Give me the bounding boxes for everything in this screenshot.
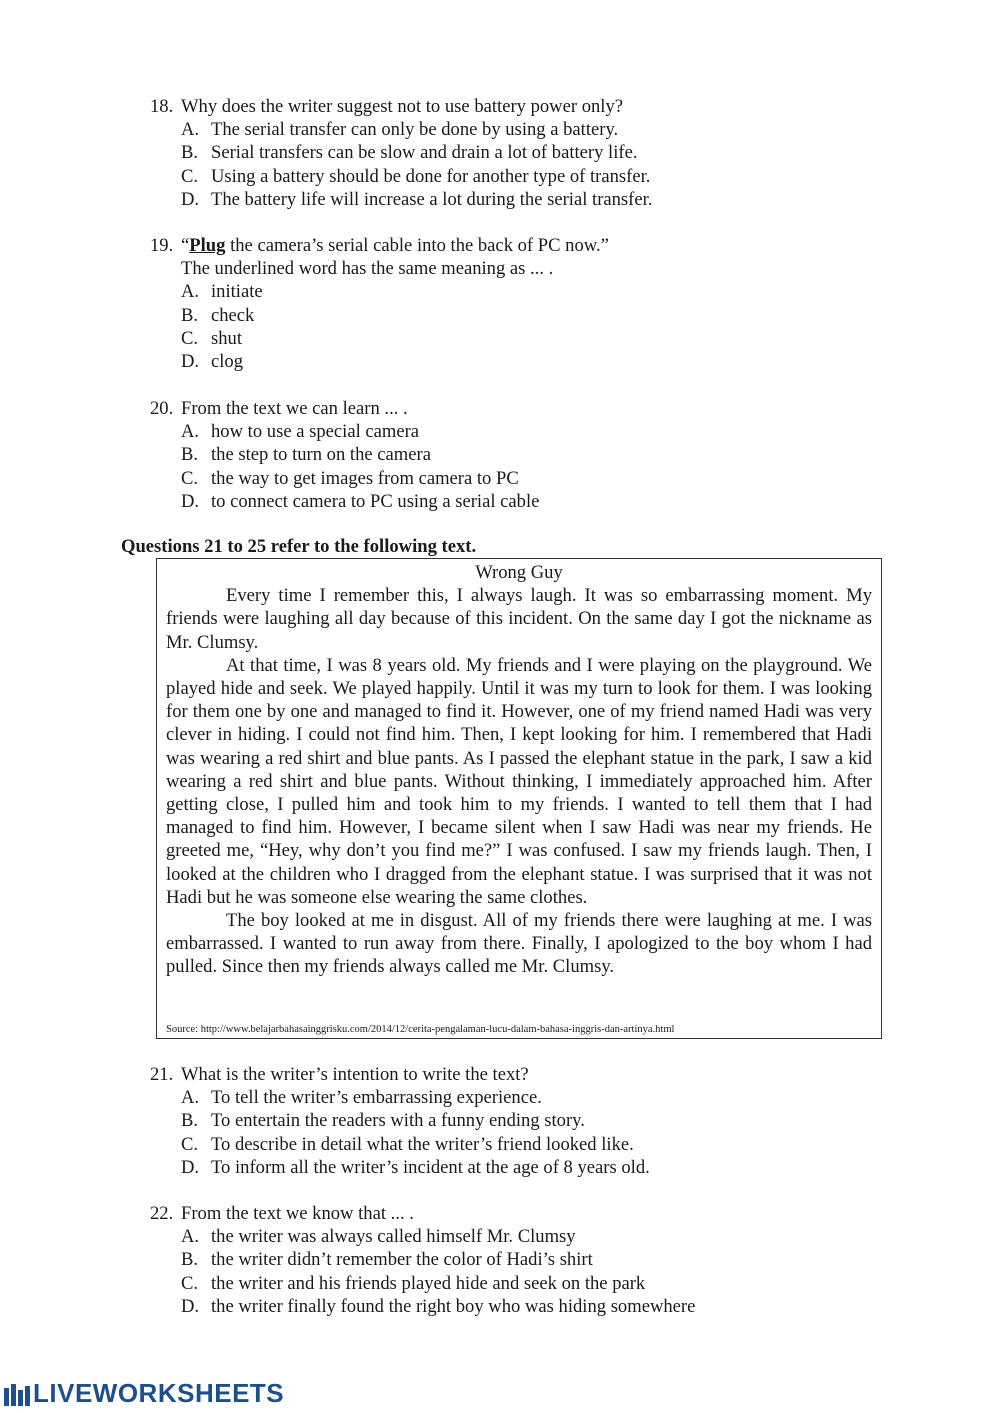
option-text: the step to turn on the camera <box>211 444 431 466</box>
option-letter: B. <box>181 1110 199 1132</box>
liveworksheets-logo-icon <box>4 1382 32 1406</box>
question-22 <box>150 1202 870 1318</box>
question-stem <box>150 95 870 118</box>
option-text: The battery life will increase a lot during the serial transfer. <box>211 188 653 210</box>
option-text: shut <box>211 327 242 349</box>
question-stem <box>150 234 870 257</box>
section-title: Questions 21 to 25 refer to the following text. <box>121 536 477 557</box>
option-text: To describe in detail what the writer’s friend looked like. <box>211 1133 634 1155</box>
option-text: To entertain the readers with a funny ending story. <box>211 1110 585 1132</box>
liveworksheets-logo[interactable] <box>4 1378 285 1409</box>
option-text: Using a battery should be done for another type of transfer. <box>211 165 651 187</box>
question-number: 18. <box>150 96 174 117</box>
option-d[interactable] <box>150 490 870 513</box>
option-letter: C. <box>181 467 199 489</box>
option-letter: B. <box>181 444 199 466</box>
option-text: Serial transfers can be slow and drain a lot of battery life. <box>211 142 638 164</box>
passage-paragraph-2: At that time, I was 8 years old. My friends and I were playing on the playground. We played hide and seek. We played happily. Until it was my turn to look for them. I was looking for them one by one and managed to find it. However, one of my friend named Hadi was very clever in hiding. I could not find him. Then, I kept looking for him. I remembered that Hadi was wearing a red shirt and blue pants. As I passed the elephant statue in the park, I saw a kid wearing a red shirt and blue pants. Without thinking, I immediately approached him. After getting close, I pulled him and took him to my friends. I wanted to tell them that I had managed to find him. However, I became silent when I saw Hadi was near my friends. He greeted me, “Hey, why don’t you find me?” I was confused. I saw my friends laugh. Then, I looked at the children who I dragged from the elephant statue. I was surprised that it was not Hadi but he was someone else wearing the same clothes. <box>166 654 872 908</box>
option-c[interactable] <box>150 1133 870 1156</box>
option-text: check <box>211 304 255 326</box>
option-text: the writer finally found the right boy who was hiding somewhere <box>211 1295 696 1317</box>
option-text: The serial transfer can only be done by using a battery. <box>211 119 619 141</box>
option-d[interactable] <box>150 1156 870 1179</box>
option-c[interactable] <box>150 467 870 490</box>
option-d[interactable] <box>150 350 870 373</box>
question-19 <box>150 234 870 373</box>
option-b[interactable] <box>150 443 870 466</box>
option-letter: A. <box>181 119 200 141</box>
question-stem <box>150 1063 870 1086</box>
option-b[interactable] <box>150 1248 870 1271</box>
option-text: To tell the writer’s embarrassing experience. <box>211 1087 542 1109</box>
question-text: Why does the writer suggest not to use battery power only? <box>181 96 624 117</box>
question-text: From the text we know that ... . <box>181 1203 414 1224</box>
option-text: clog <box>211 351 244 373</box>
question-number: 20. <box>150 398 174 419</box>
option-text: how to use a special camera <box>211 421 420 443</box>
option-letter: B. <box>181 304 199 326</box>
option-letter: D. <box>181 1295 200 1317</box>
question-text: the camera’s serial cable into the back of PC now.” <box>225 235 609 256</box>
question-number: 19. <box>150 235 174 256</box>
option-c[interactable] <box>150 1272 870 1295</box>
question-subtext: The underlined word has the same meaning as ... . <box>181 258 554 280</box>
option-letter: C. <box>181 1133 199 1155</box>
option-text: initiate <box>211 281 263 303</box>
option-text: the writer didn’t remember the color of Hadi’s shirt <box>211 1249 593 1271</box>
question-stem <box>150 1202 870 1225</box>
option-a[interactable] <box>150 1225 870 1248</box>
option-letter: B. <box>181 142 199 164</box>
underlined-word: Plug <box>189 235 226 256</box>
option-text: the writer was always called himself Mr. Clumsy <box>211 1226 576 1248</box>
question-number: 22. <box>150 1203 174 1224</box>
option-letter: A. <box>181 421 200 443</box>
open-quote: “ <box>181 235 190 256</box>
option-letter: C. <box>181 327 199 349</box>
option-a[interactable] <box>150 118 870 141</box>
reading-passage-box <box>156 558 882 1039</box>
option-letter: D. <box>181 351 200 373</box>
option-d[interactable] <box>150 1295 870 1318</box>
option-d[interactable] <box>150 188 870 211</box>
option-a[interactable] <box>150 1086 870 1109</box>
question-21 <box>150 1063 870 1179</box>
question-stem <box>150 397 870 420</box>
option-b[interactable] <box>150 1109 870 1132</box>
option-text: to connect camera to PC using a serial cable <box>211 490 540 512</box>
option-b[interactable] <box>150 141 870 164</box>
option-letter: A. <box>181 1226 200 1248</box>
option-letter: A. <box>181 1087 200 1109</box>
option-letter: D. <box>181 1156 200 1178</box>
option-letter: D. <box>181 188 200 210</box>
passage-source: Source: http://www.belajarbahasainggrisku.com/2014/12/cerita-pengalaman-lucu-dalam-bahasa-inggris-dan-artinya.html <box>166 1024 675 1035</box>
question-20 <box>150 397 870 513</box>
logo-text: LIVEWORKSHEETS <box>33 1378 285 1409</box>
option-a[interactable] <box>150 280 870 303</box>
question-18 <box>150 95 870 211</box>
option-text: To inform all the writer’s incident at the age of 8 years old. <box>211 1156 650 1178</box>
option-a[interactable] <box>150 420 870 443</box>
question-text: What is the writer’s intention to write the text? <box>181 1064 529 1085</box>
option-b[interactable] <box>150 304 870 327</box>
option-text: the way to get images from camera to PC <box>211 467 519 489</box>
option-text: the writer and his friends played hide and seek on the park <box>211 1272 646 1294</box>
passage-paragraph-3: The boy looked at me in disgust. All of my friends there were laughing at me. I was embarrassed. I wanted to run away from there. Finally, I apologized to the boy whom I had pulled. Since then my friends always called me Mr. Clumsy. <box>166 910 872 978</box>
question-number: 21. <box>150 1064 174 1085</box>
option-letter: C. <box>181 165 199 187</box>
question-text: From the text we can learn ... . <box>181 398 408 419</box>
passage-paragraph-1: Every time I remember this, I always laugh. It was so embarrassing moment. My friends were laughing all day because of this incident. On the same day I got the nickname as Mr. Clumsy. <box>166 585 872 653</box>
option-letter: A. <box>181 281 200 303</box>
option-c[interactable] <box>150 327 870 350</box>
passage-title: Wrong Guy <box>475 562 563 583</box>
option-letter: B. <box>181 1249 199 1271</box>
option-letter: D. <box>181 490 200 512</box>
option-letter: C. <box>181 1272 199 1294</box>
option-c[interactable] <box>150 165 870 188</box>
